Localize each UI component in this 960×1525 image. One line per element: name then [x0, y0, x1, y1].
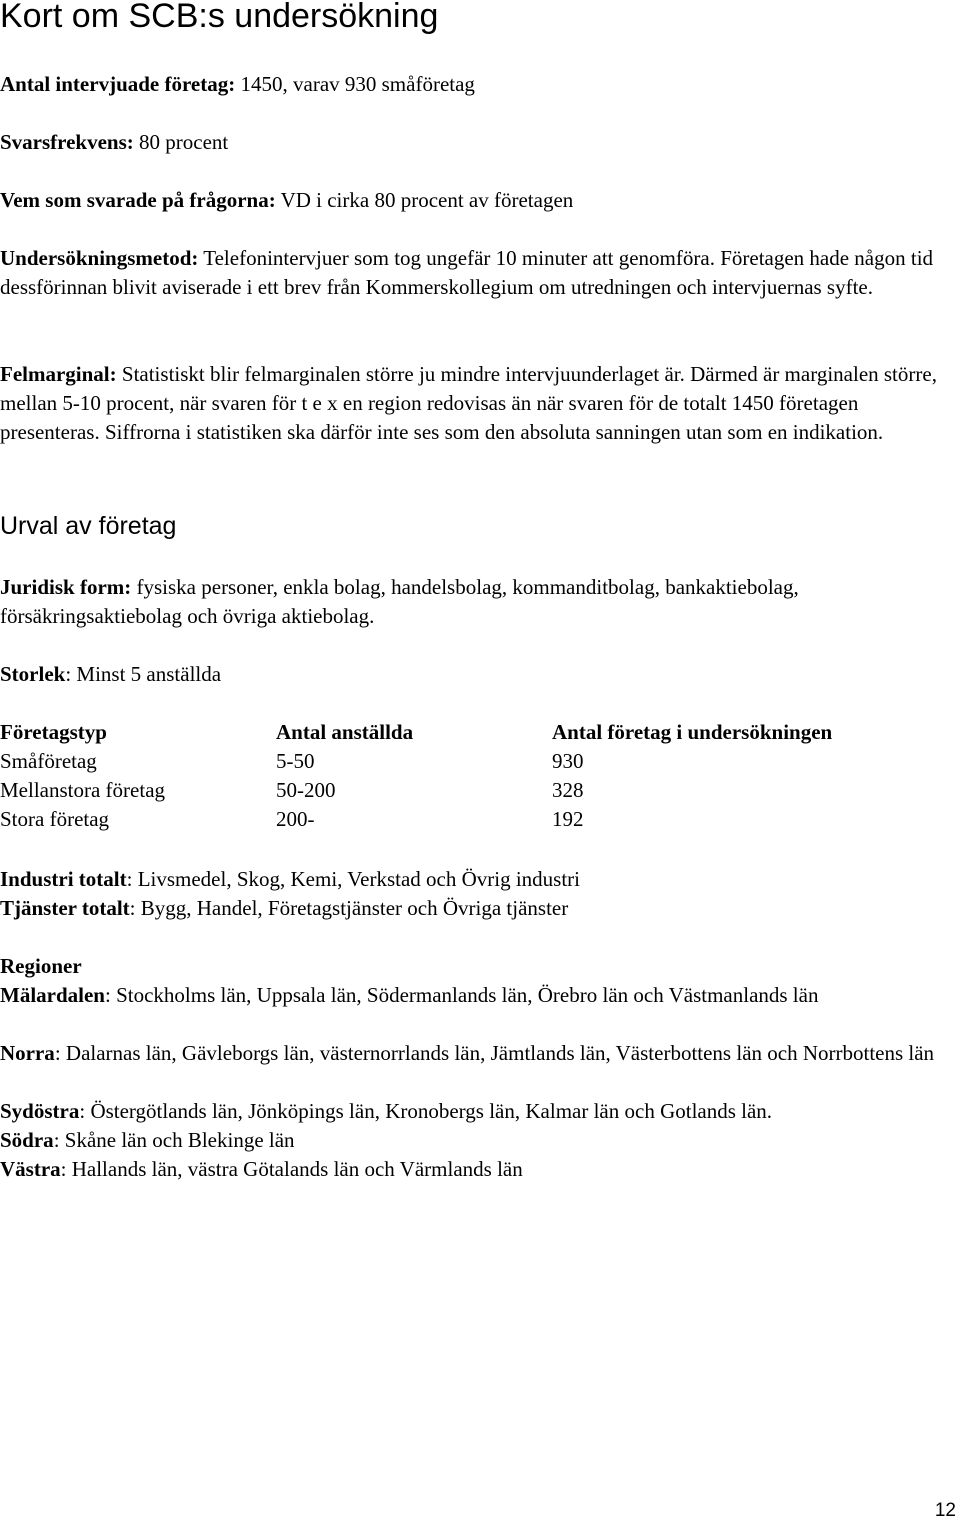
services-paragraph [0, 894, 956, 923]
page-number: 12 [934, 1500, 956, 1521]
region-value: : Skåne län och Blekinge län [53, 1128, 295, 1152]
margin-label: Felmarginal: [0, 362, 117, 386]
interviewed-paragraph [0, 70, 956, 99]
regions-heading [0, 952, 956, 981]
table-cell-type: Stora företag [0, 807, 110, 831]
services-label: Tjänster totalt [0, 896, 130, 920]
table-row [0, 747, 832, 776]
size-value: : Minst 5 anställda [65, 662, 222, 686]
interviewed-label: Antal intervjuade företag: [0, 72, 236, 96]
region-item-norra [0, 1039, 956, 1068]
table-cell-count: 192 [552, 807, 584, 831]
services-value: : Bygg, Handel, Företagstjänster och Övriga tjänster [129, 896, 569, 920]
page-title: Kort om SCB:s undersökning [0, 0, 439, 35]
table-cell-type: Småföretag [0, 749, 97, 773]
region-label: Västra [0, 1157, 61, 1181]
table-cell-count: 930 [552, 749, 584, 773]
regions-heading-label: Regioner [0, 954, 82, 978]
region-item-malardalen [0, 981, 956, 1010]
region-item-sydostra [0, 1097, 956, 1126]
size-label: Storlek [0, 662, 66, 686]
table-header-employees: Antal anställda [276, 720, 414, 744]
margin-paragraph [0, 360, 956, 447]
table-header-type: Företagstyp [0, 720, 107, 744]
interviewed-value: 1450, varav 930 småföretag [235, 72, 475, 96]
method-value: Telefonintervjuer som tog ungefär 10 minuter att genomföra. Företagen hade någon tid dessförinnan blivit aviserade i ett brev från Kommerskollegium om utredningen och intervjuernas syfte. [0, 246, 934, 299]
region-value: : Östergötlands län, Jönköpings län, Kronobergs län, Kalmar län och Gotlands län. [79, 1099, 773, 1123]
table-cell-count: 328 [552, 778, 584, 802]
table-cell-employees: 5-50 [276, 749, 315, 773]
table-cell-employees: 200- [276, 807, 315, 831]
table-row [0, 805, 832, 834]
region-label: Mälardalen [0, 983, 105, 1007]
legal-form-paragraph [0, 573, 956, 631]
region-label: Norra [0, 1041, 55, 1065]
region-item-sodra [0, 1126, 956, 1155]
respondents-value: VD i cirka 80 procent av företagen [275, 188, 574, 212]
region-item-vastra [0, 1155, 956, 1184]
size-paragraph [0, 660, 956, 689]
margin-value: Statistiskt blir felmarginalen större ju mindre intervjuunderlaget är. Därmed är marginalen större, mellan 5-10 procent, när svaren för t e x en region redovisas än när svaren för de totalt 1450 företagen presenteras. Siffrorna i statistiken ska därför inte ses som den absoluta sanningen utan som en indikation. [0, 362, 937, 444]
table-header-row [0, 718, 832, 747]
table-header-count: Antal företag i undersökningen [552, 720, 833, 744]
region-value: : Dalarnas län, Gävleborgs län, västernorrlands län, Jämtlands län, Västerbottens län och Norrbottens län [54, 1041, 935, 1065]
response-rate-paragraph [0, 128, 956, 157]
legal-form-label: Juridisk form: [0, 575, 132, 599]
response-rate-value: 80 procent [133, 130, 229, 154]
industry-paragraph [0, 865, 956, 894]
selection-heading: Urval av företag [0, 512, 177, 540]
industry-label: Industri totalt [0, 867, 127, 891]
response-rate-label: Svarsfrekvens: [0, 130, 134, 154]
table-cell-employees: 50-200 [276, 778, 336, 802]
industry-value: : Livsmedel, Skog, Kemi, Verkstad och Övrig industri [126, 867, 581, 891]
method-label: Undersökningsmetod: [0, 246, 199, 270]
company-size-table [0, 718, 832, 834]
table-cell-type: Mellanstora företag [0, 778, 166, 802]
region-label: Sydöstra [0, 1099, 80, 1123]
region-value: : Hallands län, västra Götalands län och Värmlands län [60, 1157, 523, 1181]
respondents-label: Vem som svarade på frågorna: [0, 188, 276, 212]
respondents-paragraph [0, 186, 956, 215]
legal-form-value: fysiska personer, enkla bolag, handelsbolag, kommanditbolag, bankaktiebolag, försäkringsaktiebolag och övriga aktiebolag. [0, 575, 799, 628]
method-paragraph [0, 244, 956, 302]
region-label: Södra [0, 1128, 54, 1152]
region-value: : Stockholms län, Uppsala län, Södermanlands län, Örebro län och Västmanlands län [105, 983, 819, 1007]
table-row [0, 776, 832, 805]
